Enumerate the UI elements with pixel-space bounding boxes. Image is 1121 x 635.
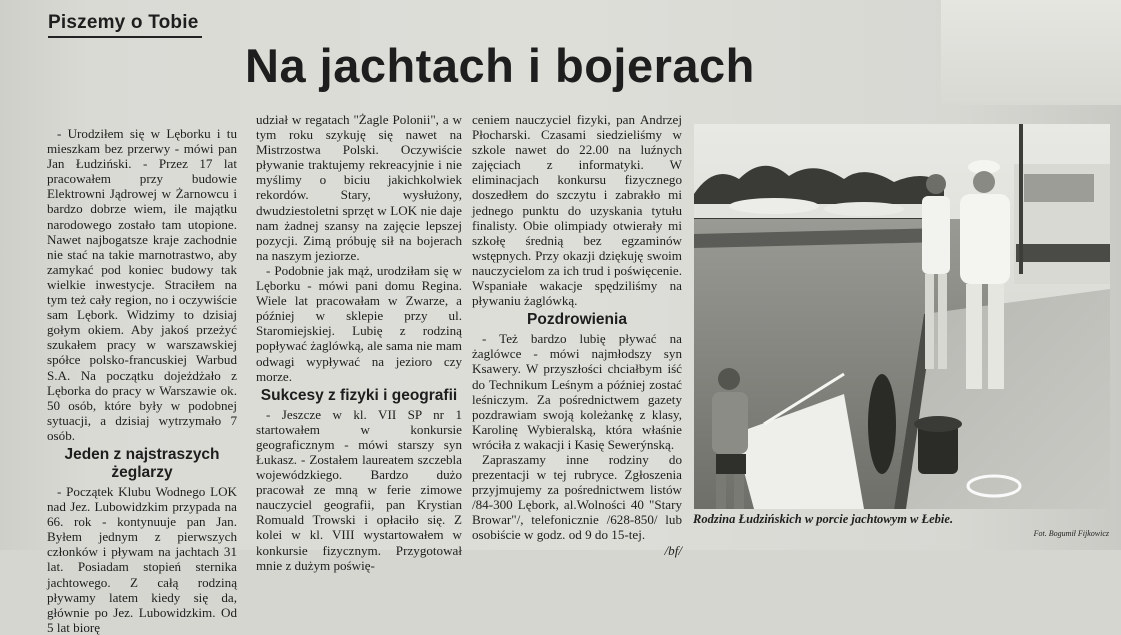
- article-column-1: [47, 126, 237, 635]
- paragraph: - Początek Klubu Wodnego LOK nad Jez. Lubowidzkim przypada na 66. rok - kontynuuje pan Jan. Byłem jednym z pierwszych członków i pływam na jachtach 31 lat. Posiadam stopień sternika jachtowego. Z całą rodziną pływamy latem kiedy się da, głównie po Jez. Lubowidzkim. Od 5 lat biorę: [47, 483, 237, 635]
- paragraph: Zapraszamy inne rodziny do prezentacji w tej rubryce. Zgłoszenia przyjmujemy za pośrednictwem listów /84-300 Lębork, al.Wolności 40 "Stary Browar"/, telefonicznie /628-850/ lub osobiście w godz. od 9 do 15-tej.: [472, 451, 682, 543]
- section-subhead: Sukcesy z fizyki i geografii: [260, 386, 458, 404]
- harbor-photo: [694, 124, 1110, 509]
- paragraph: ceniem nauczyciel fizyki, pan Andrzej Płocharski. Czasami siedzieliśmy w szkole nawet do 22.00 na luźnych zajęciach z informatyki. W eliminacjach konkursu fizycznego doszedłem do szczytu i zabrakło mi jednego punktu do uzyskania tytułu finalisty. Obie olimpiady otwierały mi szkołę średnią bez egzaminów wstępnych. Przy okazji dziękuję swoim nauczycielom za ich trud i poświęcenie. Wspaniałe wakacje spędziliśmy na pływaniu żaglówką.: [472, 112, 682, 309]
- photo-credit: Fot. Bogumił Fijkowicz: [1033, 529, 1109, 538]
- article-column-3: [472, 112, 682, 558]
- photo-caption: Rodzina Łudzińskich w porcie jachtowym w Łebie.: [693, 512, 954, 526]
- paragraph: udział w regatach "Żagle Polonii", a w tym roku szykuję się nawet na Mistrzostwa Polski. Oczywiście pływanie traktujemy rekreacyjnie i nie myślimy o biciu jakichkolwiek rekordów. Stary, wysłużony, dwudziestoletni sprzęt w LOK nie daje nam żadnej szansy na zajęcie lepszej pozycji. Zimą próbuję sił na bojerach na naszym jeziorze.: [256, 112, 462, 263]
- section-subhead: Jeden z najstraszych żeglarzy: [64, 445, 220, 481]
- author-signature: /bf/: [664, 542, 682, 558]
- paragraph: - Jeszcze w kl. VII SP nr 1 startowałem w konkursie geograficznym - mówi starszy syn Łukasz. - Zostałem laureatem szczebla wojewódzkiego. Bardzo dużo pracował ze mną w ferie zimowe nauczyciel geografii, pan Krystian Romuald Trowski i opłaciło się. Z kolei w kl. VIII wystartowałem w konkursie fizycznym. Przygotował mnie z dużym poświę-: [256, 406, 462, 573]
- article-column-2: [256, 112, 462, 573]
- paragraph: - Urodziłem się w Lęborku i tu mieszkam bez przerwy - mówi pan Jan Łudziński. - Przez 17 lat pracowałem przy budowie Elektrowni Jądrowej w Żarnowcu i bardzo dobrze wiem, ile majątku narodowego zostało tam utopione. Nawet najbogatsze kraje zachodnie nie stać na takie marnotrastwo, aby zamykać pod koniec budowy tak wielkie inwestycje. Straciłem na tym też cały region, no i oczywiście sam Lębork. Widzimy to dzisiaj gołym okiem. Aby jakoś przeżyć szukałem pracy w warszawskiej spółce polsko-francuskiej Warbud S.A. Na początku dojeżdżało z Lęborka do pracy w Warszawie ok. 50 osób, które były w podobnej sytuacji, a dzisiaj wytrzymało 7 osób.: [47, 126, 237, 443]
- paragraph: - Podobnie jak mąż, urodziłam się w Lęborku - mówi pani domu Regina. Wiele lat pracowałam w Zwarze, a później w sklepie przy ul. Staromiejskiej. Lubię z rodziną popływać żaglówką, ale sama nie mam odwagi wypływać na jezioro czy morze.: [256, 262, 462, 384]
- rubric-label: Piszemy o Tobie: [48, 12, 202, 38]
- adjacent-page-strip: [941, 0, 1121, 105]
- photo-illustration: [694, 124, 1110, 509]
- article-headline: Na jachtach i bojerach: [245, 39, 755, 92]
- section-subhead: Pozdrowienia: [527, 311, 627, 329]
- paragraph: - Też bardzo lubię pływać na żaglówce - mówi najmłodszy syn Ksawery. W przyszłości chciałbym iść do Technikum Leśnym a później zostać leśniczym. Za pośrednictwem gazety pozdrawiam swoją koleżankę z klasy, Karolinę Wybieralską, która właśnie wróciła z wakacji i Kasię Sewerýnską.: [472, 331, 682, 452]
